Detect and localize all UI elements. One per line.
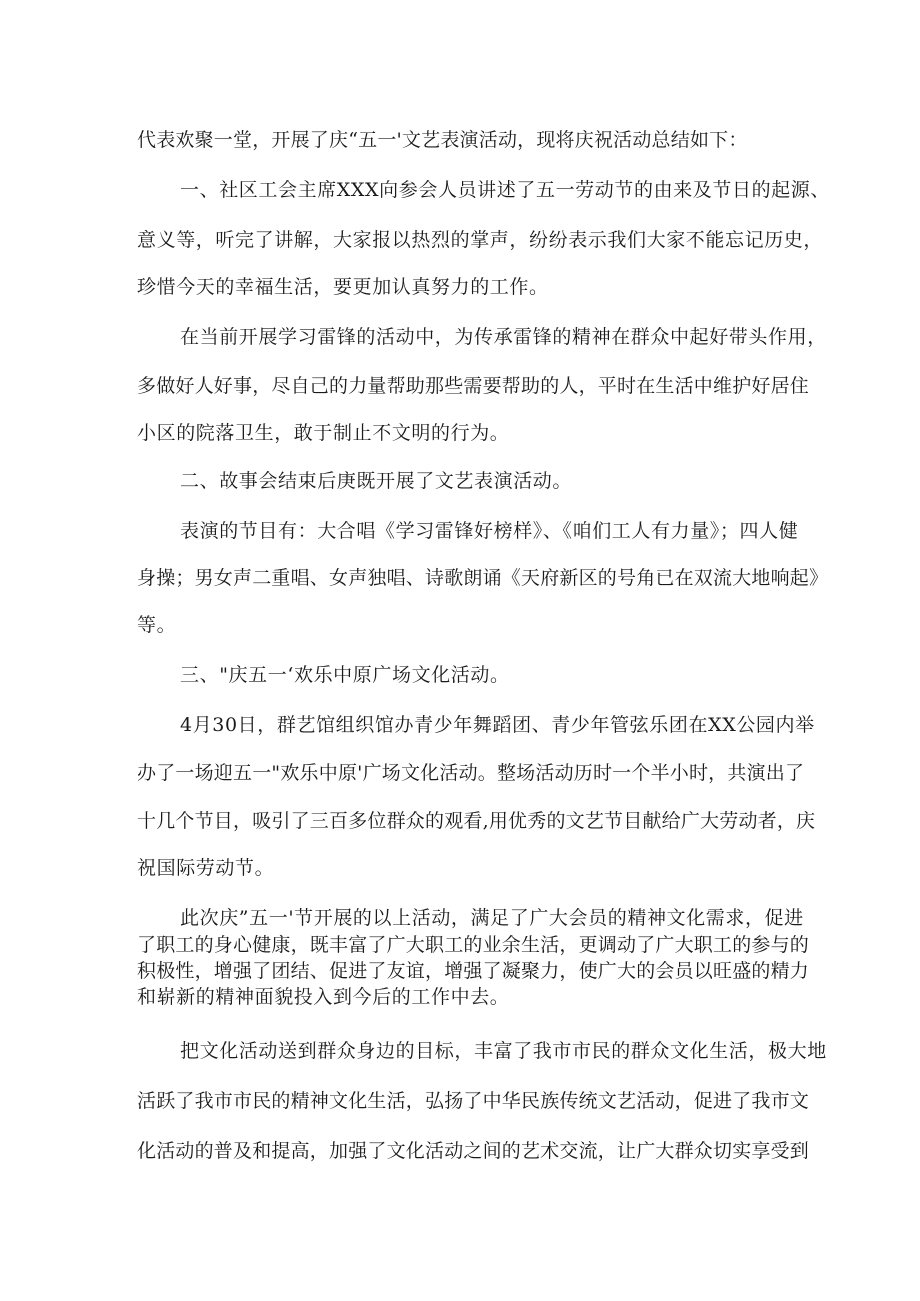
text-line: 把文化活动送到群众身边的目标，丰富了我市市民的群众文化生活，极大地 <box>180 1040 827 1062</box>
text-line: 化活动的普及和提高，加强了文化活动之间的艺术交流，让广大群众切实享受到 <box>137 1140 810 1162</box>
text-line: 一、社区工会主席XXX向参会人员讲述了五一劳动节的由来及节日的起源、 <box>180 179 830 201</box>
text-line: 小区的院落卫生，敢于制止不文明的行为。 <box>137 422 510 444</box>
text-line: 在当前开展学习雷锋的活动中，为传承雷锋的精神在群众中起好带头作用， <box>180 326 827 348</box>
text-line: 意义等，听完了讲解，大家报以热烈的掌声，纷纷表示我们大家不能忘记历史， <box>137 229 824 251</box>
text-line: 多做好人好事，尽自己的力量帮助那些需要帮助的人，平时在生活中维护好居住 <box>137 375 810 397</box>
text-line: 和崭新的精神面貌投入到今后的工作中去。 <box>137 986 510 1008</box>
text-line: 此次庆”五一'节开展的以上活动，满足了广大会员的精神文化需求，促进 <box>180 907 804 929</box>
text-line: 十几个节目，吸引了三百多位群众的观看,用优秀的文艺节目献给广大劳动者，庆 <box>137 810 816 832</box>
text-line: 办了一场迎五一"欢乐中原'广场文化活动。整场活动历时一个半小时，共演出了 <box>137 762 805 784</box>
text-line: 身操；男女声二重唱、女声独唱、诗歌朗诵《天府新区的号角已在双流大地响起》 <box>137 567 829 589</box>
text-line: 祝国际劳动节。 <box>137 857 275 879</box>
text-line: 三、"庆五一‘欢乐中原广场文化活动。 <box>180 664 510 686</box>
text-line: 表演的节目有：大合唱《学习雷锋好榜样》、《咱们工人有力量》；四人健 <box>180 520 799 542</box>
text-line: 代表欢聚一堂，开展了庆“五一'文艺表演活动，现将庆祝活动总结如下： <box>137 129 748 151</box>
text-line: 了职工的身心健康，既丰富了广大职工的业余生活，更调动了广大职工的参与的 <box>137 934 810 956</box>
text-line: 积极性，增强了团结、促进了友谊，增强了凝聚力，使广大的会员以旺盛的精力 <box>137 960 810 982</box>
text-line: 珍惜今天的幸福生活，要更加认真努力的工作。 <box>137 276 549 298</box>
text-line: 二、故事会结束后庚既开展了文艺表演活动。 <box>180 470 573 492</box>
text-line: 等。 <box>137 614 177 636</box>
text-line: 4月30日，群艺馆组织馆办青少年舞蹈团、青少年管弦乐团在XX公园内举 <box>180 714 815 736</box>
text-line: 活跃了我市市民的精神文化生活，弘扬了中华民族传统文艺活动，促进了我市文 <box>137 1090 810 1112</box>
